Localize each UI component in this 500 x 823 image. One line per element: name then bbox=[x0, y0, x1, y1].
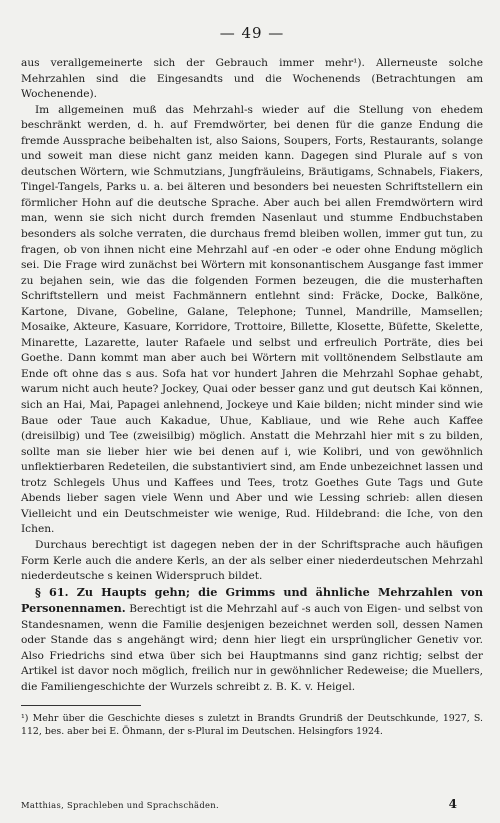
section-heading: § 61. Zu Haupts gehn; die Grimms und ähnliche Mehrzahlen von Personennamen. bbox=[21, 584, 483, 616]
section-text: Berechtigt ist die Mehrzahl auf -s auch von Eigen- und selbst von Standesnamen, wenn die Familie desjenigen bezeichnet werden soll, dessen Namen oder Stande das s angehängt wird; denn hier liegt ein ursprünglicher Genetiv vor. Also Friedrichs sind etwa über sich bei Hauptmanns sind ganz richtig; selbst der Artikel ist davor noch möglich, freilich nur in gewöhnlicher Redeweise; die Muellers, die Familiengeschichte der Wurzels schreibt z. B. K. v. Heigel. bbox=[21, 603, 483, 693]
section-paragraph bbox=[21, 585, 483, 696]
footnote-divider bbox=[21, 705, 141, 706]
paragraph-1: aus verallgemeinerte sich der Gebrauch immer mehr¹). Allerneuste solche Mehrzahlen sind die Eingesandts und die Wochenends (Betrachtungen am Wochenende). bbox=[21, 57, 483, 101]
imprint-line: Matthias, Sprachleben und Sprachschäden. bbox=[21, 800, 219, 810]
signature-mark: 4 bbox=[448, 797, 457, 811]
footnote: ¹) Mehr über die Geschichte dieses s zuletzt in Brandts Grundriß der Deutschkunde, 1927, S. 112, bes. aber bei E. Öhmann, der s-Plural im Deutschen. Helsingfors 1924. bbox=[21, 713, 483, 738]
paragraph-3: Durchaus berechtigt ist dagegen neben der in der Schriftsprache auch häufigen Form Kerle auch die andere Kerls, an der als selber einer niederdeutschen Mehrzahl niederdeutsche s keinen Widerspruch bildet. bbox=[21, 538, 483, 583]
page-footer bbox=[21, 797, 483, 811]
page-number: — 49 — bbox=[219, 24, 285, 42]
body-text bbox=[21, 56, 483, 695]
paragraph-2: Im allgemeinen muß das Mehrzahl-s wieder auf die Stellung von ehedem beschränkt werden, d. h. auf Fremdwörter, bei denen für die ganze Endung die fremde Aussprache beibehalten ist, also Saions, Soupers, Forts, Restaurants, solange und soweit man diese nicht ganz meiden kann. Dagegen sind Plurale auf s von deutschen Wörtern, wie Schmutzians, Jungfräuleins, Bräutigams, Schnabels, Fiakers, Tingel-Tangels, Parks u. a. bei älteren und besonders bei neuesten Schriftstellern ein förmlicher Hohn auf die deutsche Sprache. Aber auch bei allen Fremdwörtern wird man, wenn sie sich nicht durch fremden Nasenlaut und stumme Endbuchstaben besonders als solche verraten, die durchaus fremd bleiben wollen, immer gut tun, zu fragen, ob von ihnen nicht eine Mehrzahl auf -en oder -e oder ohne Endung möglich sei. Die Frage wird zunächst bei Wörtern mit konsonantischem Ausgange fast immer zu bejahen sein, wie das die folgenden Formen bezeugen, die die musterhaften Schriftstellern und meist Fachmännern entlehnt sind: Fräcke, Docke, Balköne, Kartone, Divane, Gobeline, Galane, Telephone; Tunnel, Mandrille, Mamsellen; Mosaike, Akteure, Kasuare, Korridore, Trottoire, Billette, Klosette, Büfette, Skelette, Minarette, Lazarette, lauter Rafaele und selbst und erfreulich Porträte, dies bei Goethe. Dann kommt man aber auch bei Wörtern mit volltönendem Selbstlaute am Ende oft ohne das s aus. Sofa hat vor hundert Jahren die Mehrzahl Sophae gehabt, warum nicht auch heute? Jockey, Quai oder besser ganz und gut deutsch Kai können, sich an Hai, Mai, Papagei anlehnend, Jockeye und Kaie bilden; nicht minder sind wie Baue oder Taue auch Kakadue, Uhue, Kabliaue, und wie Rehe auch Kaffee (dreisilbig) und Tee (zweisilbig) möglich. Anstatt die Mehrzahl hier mit s zu bilden, sollte man sie lieber hier wie bei denen auf i, wie Kolibri, und von gewöhnlich unflektierbaren Redeteilen, die substantiviert sind, am Ende unbezeichnet lassen und trotz Schlegels Uhus und Kaffees und Tees, trotz Goethes Gute Tags und Gute Abends lieber sagen viele Wenn und Aber und wie Lessing schrieb: allen diesen Vielleicht und ein Deutschmeister wie wenige, Rud. Hildebrand: die Iche, von den Ichen. bbox=[21, 103, 483, 536]
